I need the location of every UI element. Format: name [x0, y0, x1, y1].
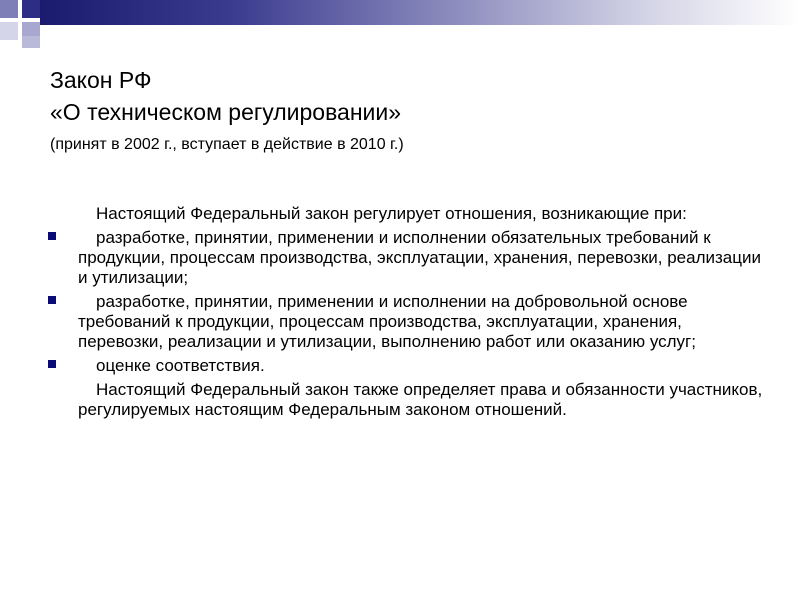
list-item-text: оценке соответствия.: [96, 356, 265, 375]
list-item: [78, 228, 768, 288]
list-item: [78, 292, 768, 352]
list-item-text: разработке, принятии, применении и исполнении на добровольной основе требований к продукции, процессам производства, эксплуатации, хранения, перевозки, реализации и утилизации, выполнению работ или оказанию услуг;: [78, 292, 696, 351]
slide-body: [78, 204, 768, 420]
outro-paragraph: Настоящий Федеральный закон также определяет права и обязанности участников, регулируемых настоящим Федеральным законом отношений.: [78, 380, 763, 419]
decor-square: [22, 36, 40, 48]
list-item: [78, 356, 768, 376]
square-bullet-icon: [48, 360, 56, 368]
slide-title-line-1: Закон РФ: [50, 67, 152, 93]
slide-subtitle: (принят в 2002 г., вступает в действие в 2010 г.): [50, 136, 404, 153]
gradient-bar: [40, 0, 800, 25]
square-bullet-icon: [48, 296, 56, 304]
decorative-header-bar: [0, 0, 800, 25]
decor-square: [0, 22, 18, 40]
list-item-text: разработке, принятии, применении и исполнении обязательных требований к продукции, процессам производства, эксплуатации, хранения, перевозки, реализации и утилизации;: [78, 228, 761, 287]
decor-square: [22, 0, 40, 18]
slide-title-line-2: «О техническом регулировании»: [50, 99, 402, 125]
slide-title-block: [50, 64, 770, 156]
decor-square: [0, 0, 18, 18]
square-bullet-icon: [48, 232, 56, 240]
intro-paragraph: Настоящий Федеральный закон регулирует отношения, возникающие при:: [96, 204, 687, 223]
